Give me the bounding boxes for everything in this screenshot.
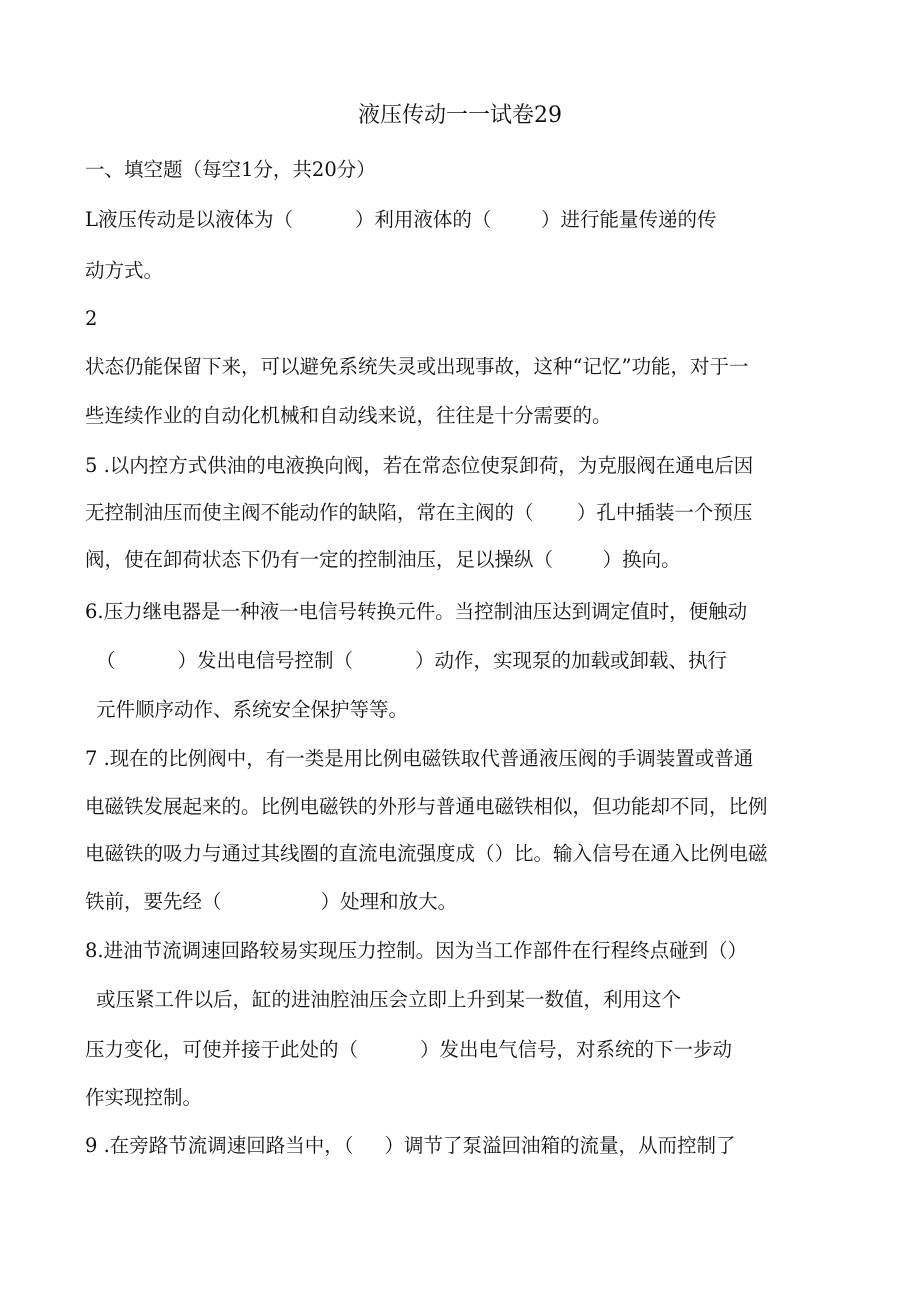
- question-7-line-3: 电磁铁的吸力与通过其线圈的直流电流强度成（）比。输入信号在通入比例电磁: [85, 842, 768, 865]
- question-8-line-2: 或压紧工件以后，缸的进油腔油压会立即上升到某一数值，利用这个: [96, 988, 682, 1011]
- question-6-line-1: 6.压力继电器是一种液一电信号转换元件。当控制油压达到调定值时，便触动: [85, 600, 748, 623]
- question-9-line-1: 9 .在旁路节流调速回路当中，（ ）调节了泵溢回油箱的流量，从而控制了: [85, 1134, 736, 1157]
- question-7-line-2: 电磁铁发展起来的。比例电磁铁的外形与普通电磁铁相似，但功能却不同，比例: [85, 795, 768, 818]
- question-5-line-2: 无控制油压而使主阀不能动作的缺陷，常在主阀的（ ）孔中插装一个预压: [85, 501, 753, 524]
- question-8-line-3: 压力变化，可使并接于此处的（ ）发出电气信号，对系统的下一步动: [85, 1038, 732, 1061]
- question-7-line-4: 铁前，要先经（ ）处理和放大。: [85, 890, 458, 913]
- question-1-line-1: L液压传动是以液体为（ ）利用液体的（ ）进行能量传递的传: [85, 208, 717, 231]
- section-heading: 一、填空题（每空1分，共20分）: [85, 158, 376, 181]
- question-8-line-1: 8.进油节流调速回路较易实现压力控制。因为当工作部件在行程终点碰到（）: [85, 939, 748, 962]
- question-5-line-1: 5 .以内控方式供油的电液换向阀，若在常态位使泵卸荷，为克服阀在通电后因: [85, 454, 754, 477]
- exam-title: 液压传动一一试卷29: [358, 103, 562, 128]
- question-6-line-2: （ ）发出电信号控制（ ）动作，实现泵的加载或卸载、执行: [96, 649, 727, 672]
- question-5-line-3: 阀，使在卸荷状态下仍有一定的控制油压，足以操纵（ ）换向。: [85, 548, 681, 571]
- question-8-line-4: 作实现控制。: [85, 1086, 203, 1109]
- question-2-number: 2: [85, 307, 98, 330]
- question-2-line-1: 状态仍能保留下来，可以避免系统失灵或出现事故，这种“记忆”功能，对于一: [85, 355, 749, 378]
- question-1-line-2: 动方式。: [85, 259, 164, 282]
- question-2-line-2: 些连续作业的自动化机械和自动线来说，往往是十分需要的。: [85, 404, 612, 427]
- question-7-line-1: 7 .现在的比例阀中，有一类是用比例电磁铁取代普通液压阀的手调装置或普通: [85, 747, 754, 770]
- question-6-line-3: 元件顺序动作、系统安全保护等等。: [96, 698, 409, 721]
